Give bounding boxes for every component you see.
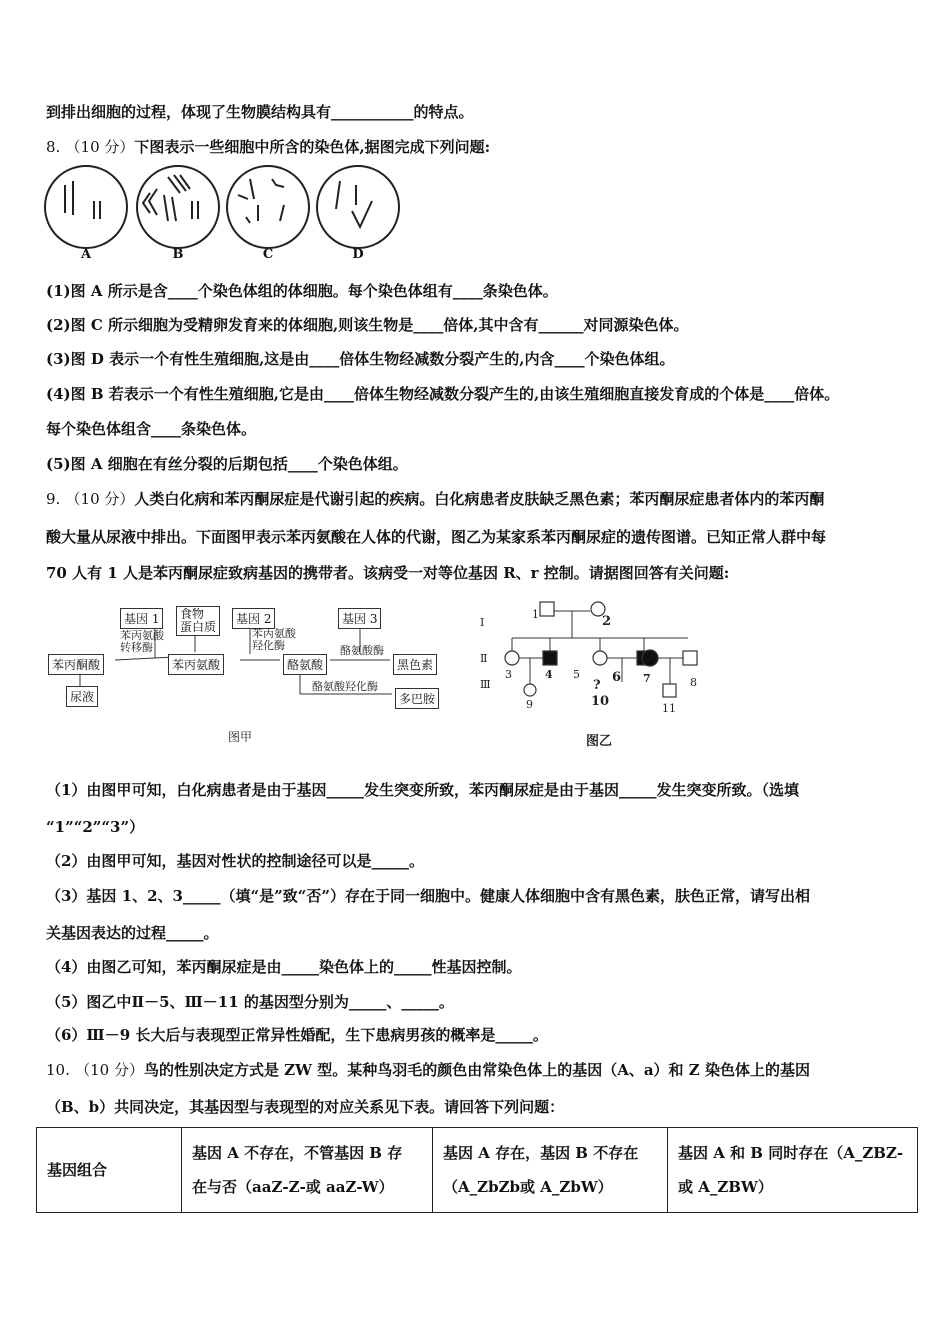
phenylpyruvate-box: 苯丙酮酸 [48, 654, 104, 675]
pedigree-8: 8 [690, 676, 697, 689]
question-9-stem [46, 489, 910, 509]
table-cell-a-and-b [668, 1128, 918, 1213]
generation-2: Ⅱ [480, 652, 488, 665]
cell-c [226, 165, 310, 249]
table-cell-no-a [182, 1128, 433, 1213]
table-row [37, 1128, 918, 1213]
q8-sub-3: (3)图 D 表示一个有性生殖细胞,这是由____倍体生物经减数分裂产生的,内含____个染色体组。 [46, 350, 675, 368]
cell-a-no-b-line1: 基因 A 存在，基因 B 不存在 [443, 1144, 639, 1162]
q9-text-3: 70 人有 1 人是苯丙酮尿症致病基因的携带者。该病受一对等位基因 R、r 控制。请据图回答有关问题: [46, 564, 730, 582]
cell-d [316, 165, 400, 249]
cell-a [44, 165, 128, 249]
cell-b [136, 165, 220, 249]
q10-text-2: （B、b）共同决定，其基因型与表现型的对应关系见下表。请回答下列问题： [46, 1098, 565, 1116]
question-10-stem [46, 1060, 910, 1080]
urine-box: 尿液 [66, 686, 98, 707]
q9-sub-2: （2）由图甲可知，基因对性状的控制途径可以是_____。 [46, 852, 424, 870]
q9-sub-1b: “1”“2”“3”） [46, 818, 145, 836]
gene2-box: 基因 2 [232, 608, 275, 629]
cell-label-a: A [80, 247, 92, 262]
tyrosine-box: 酪氨酸 [283, 654, 327, 675]
genotype-phenotype-table [36, 1127, 918, 1213]
pedigree-3: 3 [505, 668, 512, 681]
pedigree-11: 11 [662, 702, 676, 715]
q9-score: （10 分） [65, 490, 135, 508]
q10-text-1: 鸟的性别决定方式是 ZW 型。某种鸟羽毛的颜色由常染色体上的基因（A、a）和 Z 染色体上的基因 [143, 1061, 810, 1079]
q9-sub-6: （6）Ⅲ－9 长大后与表现型正常异性婚配，生下患病男孩的概率是_____。 [46, 1026, 548, 1044]
cell-a-no-b-line2: （A_ZbZb或 A_ZbW） [443, 1178, 613, 1196]
q9-text-2: 酸大量从尿液中排出。下面图甲表示苯丙氨酸在人体的代谢，图乙为某家系苯丙酮尿症的遗传图谱。已知正常人群中每 [46, 528, 827, 546]
generation-3: Ⅲ [480, 678, 491, 691]
q9-number: 9. [46, 490, 61, 508]
pedigree-7: 7 [643, 672, 651, 685]
cell-label-b: B [172, 247, 184, 262]
protein-label: 蛋白质 [180, 620, 217, 634]
q9-sub-1a: （1）由图甲可知，白化病患者是由于基因_____发生突变所致，苯丙酮尿症是由于基因_____发生突变所致。（选填 [46, 781, 799, 799]
cell-label-d: D [352, 247, 364, 262]
pedigree-5: 5 [573, 668, 580, 681]
q9-sub-3a: （3）基因 1、2、3_____（填“是”致“否”）存在于同一细胞中。健康人体细胞中含有黑色素，肤色正常，请写出相 [46, 887, 810, 905]
tyrosinase-label: 酪氨酸酶 [340, 644, 384, 657]
tyrosine-hydroxylase-label: 酪氨酸羟化酶 [312, 680, 378, 693]
cell-label-c: C [262, 247, 274, 262]
enzyme1-b: 转移酶 [120, 641, 153, 654]
q9-sub-4: （4）由图乙可知，苯丙酮尿症是由_____染色体上的_____性基因控制。 [46, 958, 522, 976]
enzyme2-b: 羟化酶 [252, 639, 285, 652]
q8-sub-4b: 每个染色体组含____条染色体。 [46, 420, 257, 438]
text-line-0: 到排出细胞的过程，体现了生物膜结构具有___________的特点。 [46, 103, 474, 121]
dopamine-box: 多巴胺 [395, 688, 439, 709]
table-cell-a-no-b [433, 1128, 668, 1213]
pedigree-6: 6 [612, 670, 622, 685]
table-header-cell: 基因组合 [37, 1128, 182, 1213]
pedigree-9: 9 [526, 698, 533, 711]
q8-sub-5: (5)图 A 细胞在有丝分裂的后期包括____个染色体组。 [46, 455, 408, 473]
q9-text-1: 人类白化病和苯丙酮尿症是代谢引起的疾病。白化病患者皮肤缺乏黑色素；苯丙酮尿症患者体内的苯丙酮 [134, 490, 825, 508]
figure-jia-caption: 图甲 [228, 730, 253, 744]
gene3-box: 基因 3 [338, 608, 381, 629]
pedigree-4: 4 [545, 668, 553, 681]
food-protein-box [176, 606, 220, 636]
question-8-stem [46, 137, 910, 157]
enzyme1-a: 苯丙氨酸 [120, 629, 164, 642]
phenylalanine-box: 苯丙氨酸 [168, 654, 224, 675]
melanin-box: 黑色素 [393, 654, 437, 675]
cell-a-and-b-line1: 基因 A 和 B 同时存在（A_ZBZ- [678, 1144, 904, 1162]
pedigree-10: 10 [591, 694, 610, 709]
pedigree-question-mark: ? [593, 678, 601, 693]
enzyme1-label [120, 630, 164, 654]
q9-sub-5: （5）图乙中Ⅱ－5、Ⅲ－11 的基因型分别为_____、_____。 [46, 993, 454, 1011]
figure-yi-caption: 图乙 [586, 734, 613, 749]
chromosome-cells-figure [40, 165, 400, 265]
gene1-box: 基因 1 [120, 608, 163, 629]
food-label: 食物 [180, 607, 205, 621]
cell-a-and-b-line2: 或 A_ZBW） [678, 1178, 773, 1196]
q10-score: （10 分） [75, 1061, 144, 1079]
enzyme2-label [252, 628, 296, 652]
q9-sub-3b: 关基因表达的过程_____。 [46, 924, 219, 942]
q8-score: （10 分） [65, 138, 135, 156]
metabolism-and-pedigree-figure [40, 598, 740, 758]
q8-sub-4a: (4)图 B 若表示一个有性生殖细胞,它是由____倍体生物经减数分裂产生的,由该生殖细胞直接发育成的个体是____倍体。 [46, 385, 840, 403]
q10-number: 10. [46, 1061, 70, 1079]
q8-text: 下图表示一些细胞中所含的染色体,据图完成下列问题: [134, 138, 491, 156]
q8-sub-2: (2)图 C 所示细胞为受精卵发育来的体细胞,则该生物是____倍体,其中含有______对同源染色体。 [46, 316, 689, 334]
pedigree-2: 2 [602, 614, 612, 629]
enzyme2-a: 苯丙氨酸 [252, 627, 296, 640]
pedigree-1: 1 [532, 608, 539, 621]
q8-sub-1: (1)图 A 所示是含____个染色体组的体细胞。每个染色体组有____条染色体。 [46, 282, 558, 300]
cell-no-a-line1: 基因 A 不存在，不管基因 B 存 [192, 1144, 403, 1162]
generation-1: Ⅰ [480, 616, 485, 629]
cell-no-a-line2: 在与否（aaZ-Z-或 aaZ-W） [192, 1178, 394, 1196]
q8-number: 8. [46, 138, 61, 156]
